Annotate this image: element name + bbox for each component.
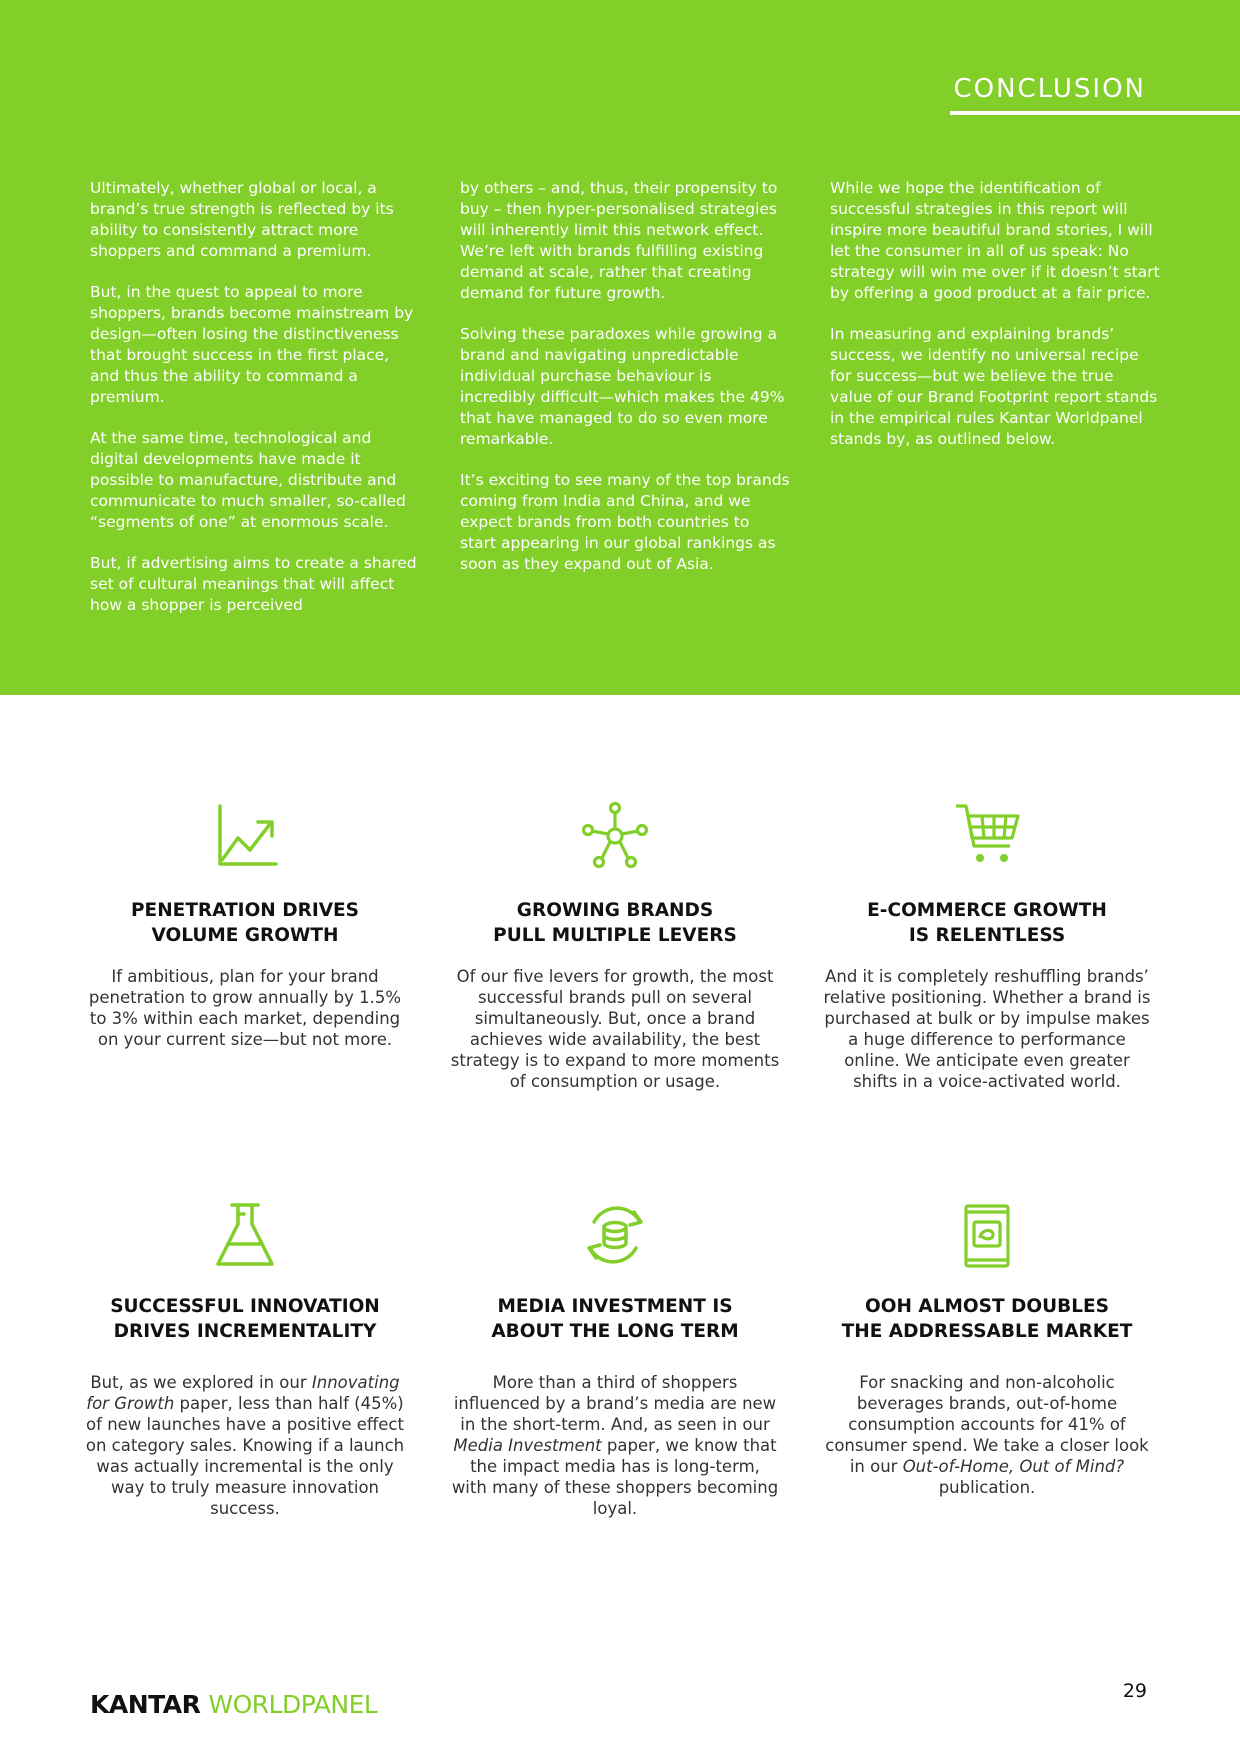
body-text: paper, less than half (45%) of new launches have a positive effect on category sales. Knowing if a launch was actually incremental is the only way to truly measure innovation success. — [85, 1394, 405, 1518]
body-text: paper, we know that the impact media has is long-term, with many of these shoppers becoming loyal. — [451, 1436, 779, 1518]
rule-card-penetration — [80, 800, 410, 1050]
paragraph: But, in the quest to appeal to more shoppers, brands become mainstream by design—often losing the distinctiveness that brought success in the first place, and thus the ability to command a premium. — [90, 283, 414, 406]
rule-card-media — [450, 1200, 780, 1519]
snack-bag-icon — [952, 1200, 1022, 1270]
paragraph: While we hope the identification of successful strategies in this report will inspire more beautiful brand stories, I will let the consumer in all of us speak: No strategy will win me over if it doesn’t start by offering a good product at a fair price. — [830, 179, 1160, 302]
rule-card-innovation — [80, 1200, 410, 1519]
rule-title: MEDIA INVESTMENT IS ABOUT THE LONG TERM — [491, 1296, 739, 1342]
body-text: If ambitious, plan for your brand penetration to grow annually by 1.5% to 3% within each market, depending on your current size—but not more. — [88, 967, 402, 1049]
paragraph: It’s exciting to see many of the top brands coming from India and China, and we expect brands from both countries to start appearing in our global rankings as soon as they expand out of Asia. — [460, 471, 790, 573]
rule-body — [450, 1372, 780, 1519]
paragraph: Ultimately, whether global or local, a brand’s true strength is reflected by its ability to consistently attract more shoppers and command a premium. — [90, 179, 394, 260]
intro-column-1 — [90, 178, 420, 636]
rule-title: OOH ALMOST DOUBLES THE ADDRESSABLE MARKET — [841, 1296, 1133, 1342]
paragraph: In measuring and explaining brands’ success, we identify no universal recipe for success—but we believe the true value of our Brand Footprint report stands in the empirical rules Kantar Worldpanel stands by, as outlined below. — [830, 325, 1158, 448]
paragraph: But, if advertising aims to create a shared set of cultural meanings that will affect how a shopper is perceived — [90, 554, 417, 614]
body-text: For snacking and non-alcoholic beverages brands, out-of-home consumption accounts for 41% of consumer spend. We take a closer look in our — [825, 1373, 1149, 1476]
title-underline — [950, 111, 1240, 115]
body-text: And it is completely reshuffling brands’ relative positioning. Whether a brand is purchased at bulk or by impulse makes a huge difference to performance online. We anticipate even greater shifts in a voice-activated world. — [823, 967, 1151, 1091]
rule-card-ooh — [822, 1200, 1152, 1498]
intro-column-2 — [460, 178, 790, 595]
coins-cycle-icon — [580, 1200, 650, 1270]
publication-title: Media Investment — [453, 1436, 602, 1455]
network-icon — [580, 800, 650, 870]
body-text: But, as we explored in our — [90, 1373, 312, 1392]
rule-title: GROWING BRANDS PULL MULTIPLE LEVERS — [493, 900, 737, 946]
rule-body — [80, 1372, 410, 1519]
section-title: CONCLUSION — [953, 74, 1146, 104]
body-text: publication. — [938, 1478, 1036, 1497]
publication-title: Out-of-Home, Out of Mind? — [902, 1457, 1125, 1476]
body-text: More than a third of shoppers influenced by a brand’s media are new in the short-term. And, as seen in our — [453, 1373, 777, 1434]
rule-title: E-COMMERCE GROWTH IS RELENTLESS — [867, 900, 1107, 946]
rule-body — [822, 966, 1152, 1092]
rule-body — [822, 1372, 1152, 1498]
paragraph: by others – and, thus, their propensity to buy – then hyper-personalised strategies will inherently limit this network effect. We’re left with brands fulfilling existing demand at scale, rather that creating demand for future growth. — [460, 179, 778, 302]
paragraph: At the same time, technological and digital developments have made it possible to manufacture, distribute and communicate to much smaller, so-called “segments of one” at enormous scale. — [90, 429, 406, 531]
kantar-worldpanel-logo: KANTAR WORLDPANEL — [90, 1690, 378, 1719]
conclusion-banner — [0, 0, 1240, 695]
rule-title: PENETRATION DRIVES VOLUME GROWTH — [131, 900, 359, 946]
body-text: Of our five levers for growth, the most successful brands pull on several simultaneously. But, once a brand achieves wide availability, the best strategy is to expand to more moments of consumption or usage. — [450, 967, 780, 1091]
rule-title: SUCCESSFUL INNOVATION DRIVES INCREMENTALITY — [110, 1296, 380, 1342]
page-number: 29 — [1122, 1680, 1147, 1702]
rule-body — [80, 966, 410, 1050]
flask-icon — [210, 1200, 280, 1270]
shopping-cart-icon — [952, 800, 1022, 870]
rule-card-ecommerce — [822, 800, 1152, 1092]
growth-chart-icon — [210, 800, 280, 870]
paragraph: Solving these paradoxes while growing a brand and navigating unpredictable individual purchase behaviour is incredibly difficult—which makes the 49% that have managed to do so even more remarkable. — [460, 325, 785, 448]
intro-column-3 — [830, 178, 1160, 470]
rule-card-levers — [450, 800, 780, 1092]
publication-title: Innovating for Growth — [86, 1373, 400, 1413]
rule-body — [450, 966, 780, 1092]
